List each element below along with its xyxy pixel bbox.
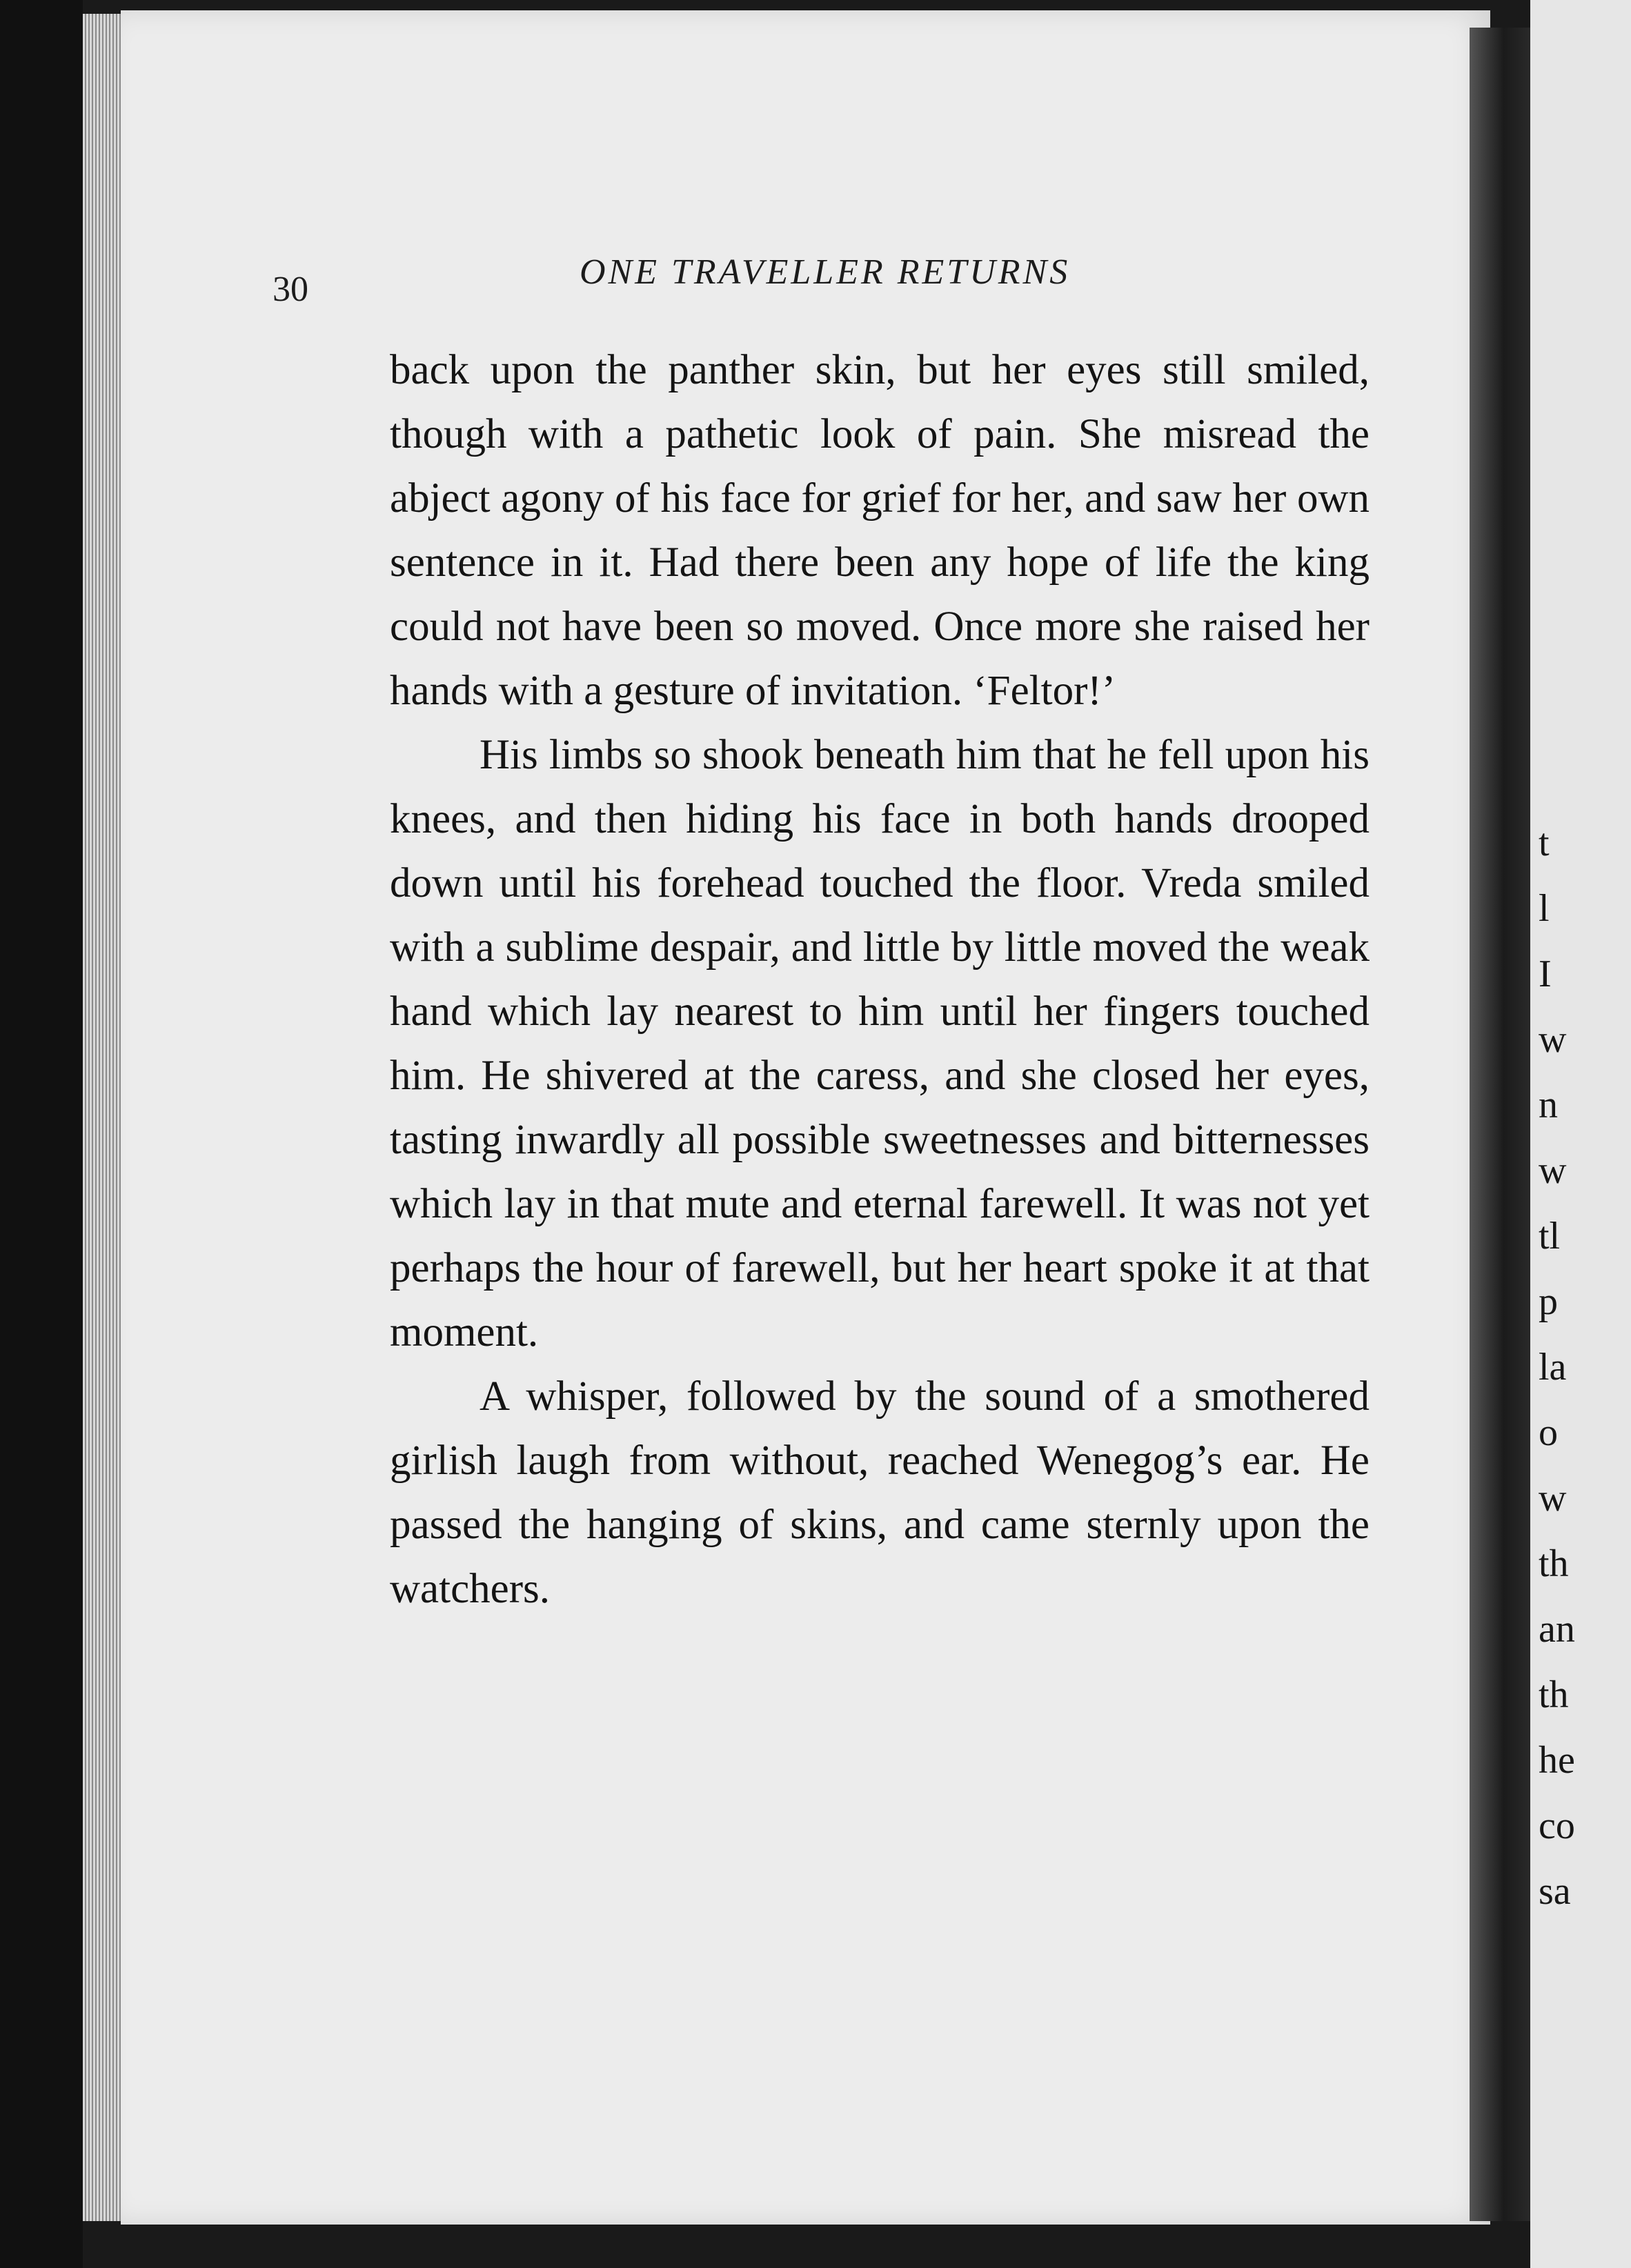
page-number: 30 (273, 270, 308, 309)
facing-page-fragment: tl (1539, 1215, 1561, 1257)
running-head: ONE TRAVELLER RETURNS (580, 252, 1071, 292)
facing-page (1530, 0, 1631, 2268)
facing-page-fragment: th (1539, 1542, 1569, 1585)
page-edges (83, 14, 124, 2221)
body-text (390, 338, 1370, 1621)
scan-border (0, 0, 83, 2268)
facing-page-fragment: w (1539, 1149, 1567, 1192)
facing-page-fragment: w (1539, 1477, 1567, 1520)
facing-page-fragment: o (1539, 1411, 1558, 1454)
facing-page-fragment: n (1539, 1084, 1558, 1126)
paragraph-2: His limbs so shook beneath him that he fell upon his knees, and then hiding his face in both hands drooped down until his forehead touched the floor. Vreda smiled with a sublime despair, and little by little moved the weak hand which lay nearest to him until her fingers touched him. He shivered at the caress, and she closed her eyes, tasting inwardly all possible sweetnesses and bitternesses which lay in that mute and eternal farewell. It was not yet perhaps the hour of farewell, but her heart spoke it at that moment. (390, 732, 1370, 1355)
paragraph-3: A whisper, followed by the sound of a smothered girlish laugh from without, reached Wenegog’s ear. He passed the hanging of skins, and came sternly upon the watchers. (390, 1373, 1370, 1612)
facing-page-fragment: sa (1539, 1870, 1571, 1913)
paragraph-1: back upon the panther skin, but her eyes still smiled, though with a pathetic look of pain. She misread the abject agony of his face for grief for her, and saw her own sentence in it. Had there been any hope of life the king could not have been so moved. Once more she raised her hands with a gesture of invitation. ‘Feltor!’ (390, 347, 1370, 714)
facing-page-fragment: l (1539, 887, 1550, 930)
facing-page-fragment: co (1539, 1804, 1575, 1847)
facing-page-fragment: th (1539, 1673, 1569, 1716)
book-gutter (1470, 28, 1532, 2221)
facing-page-fragment: an (1539, 1608, 1575, 1651)
facing-page-fragment: p (1539, 1280, 1558, 1323)
facing-page-fragment: la (1539, 1346, 1567, 1389)
facing-page-fragment: t (1539, 822, 1550, 864)
facing-page-fragment: w (1539, 1018, 1567, 1061)
facing-page-fragment: he (1539, 1739, 1575, 1782)
facing-page-fragment: I (1539, 953, 1552, 995)
